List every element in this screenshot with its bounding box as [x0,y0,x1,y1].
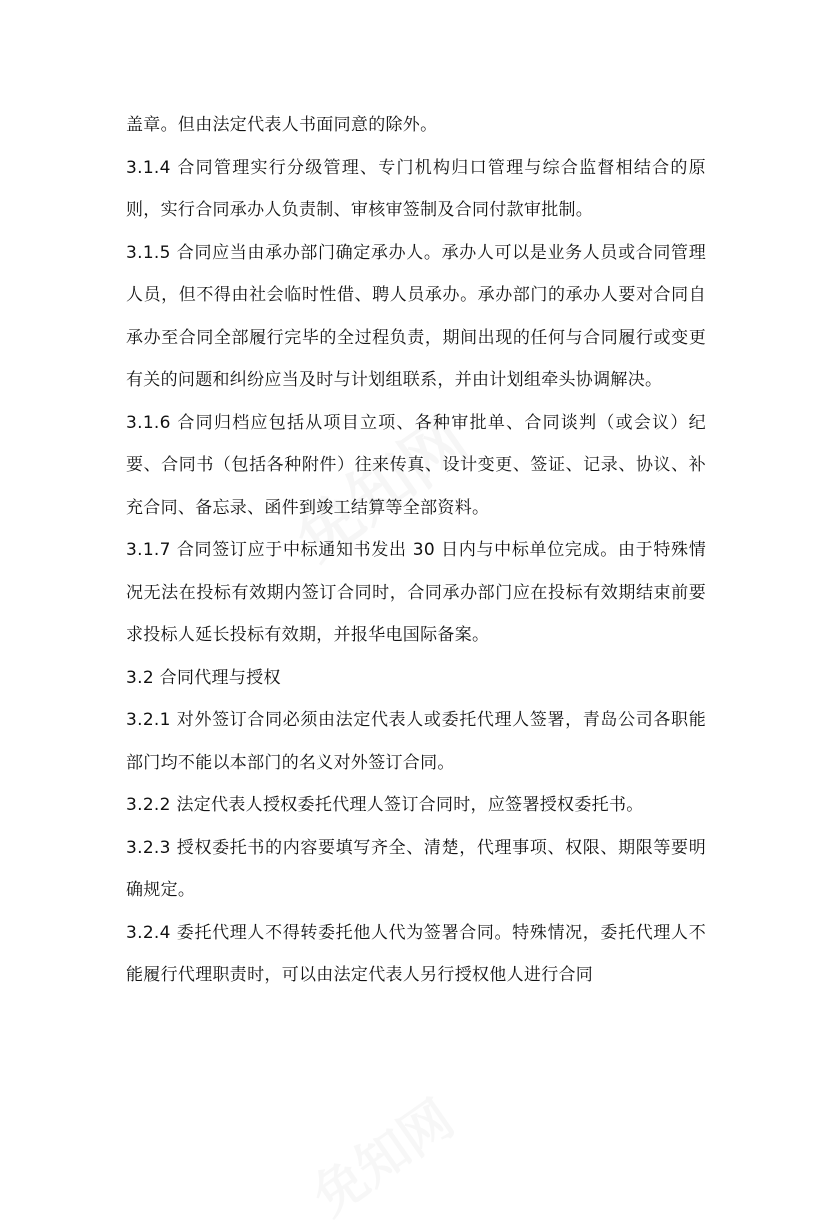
paragraph-3-2-1: 3.2.1 对外签订合同必须由法定代表人或委托代理人签署，青岛公司各职能部门均不能以本部门的名义对外签订合同。 [126,710,706,773]
paragraph-3-1-4: 3.1.4 合同管理实行分级管理、专门机构归口管理与综合监督相结合的原则，实行合同承办人负责制、审核审签制及合同付款审批制。 [126,157,706,220]
paragraph-3-2-4: 3.2.4 委托代理人不得转委托他人代为签署合同。特殊情况，委托代理人不能履行代理职责时，可以由法定代表人另行授权他人进行合同 [126,922,706,985]
paragraph-3-1-6: 3.1.6 合同归档应包括从项目立项、各种审批单、合同谈判（或会议）纪要、合同书（包括各种附件）往来传真、设计变更、签证、记录、协议、补充合同、备忘录、函件到竣工结算等全部资料。 [126,412,706,518]
paragraph-3-2-2: 3.2.2 法定代表人授权委托代理人签订合同时，应签署授权委托书。 [126,795,644,815]
section-heading-3-2: 3.2 合同代理与授权 [126,667,281,688]
document-body [126,104,706,997]
paragraph-3-2-3: 3.2.3 授权委托书的内容要填写齐全、清楚，代理事项、权限、期限等要明确规定。 [126,837,706,900]
paragraph-3-1-5: 3.1.5 合同应当由承办部门确定承办人。承办人可以是业务人员或合同管理人员，但不得由社会临时性借、聘人员承办。承办部门的承办人要对合同自承办至合同全部履行完毕的全过程负责，期间出现的任何与合同履行或变更有关的问题和纠纷应当及时与计划组联系，并由计划组牵头协调解决。 [126,242,706,390]
paragraph-continuation: 盖章。但由法定代表人书面同意的除外。 [126,115,438,135]
watermark-bottom [303,1052,518,1227]
paragraph-3-1-7: 3.1.7 合同签订应于中标通知书发出 30 日内与中标单位完成。由于特殊情况无法在投标有效期内签订合同时，合同承办部门应在投标有效期结束前要求投标人延长投标有效期，并报华电国际备案。 [126,540,706,645]
